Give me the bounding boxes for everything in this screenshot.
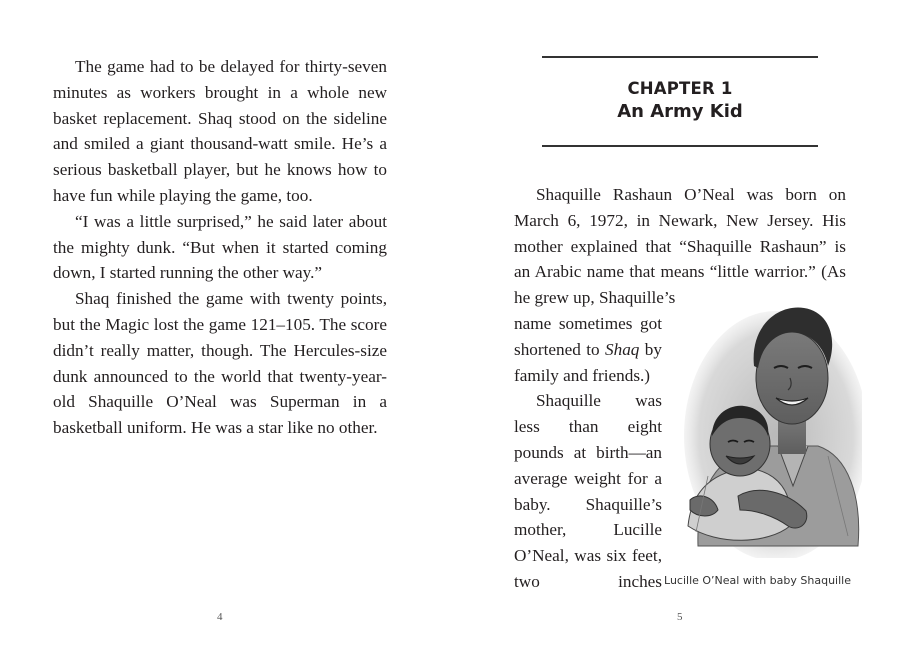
chapter-label: CHAPTER 1	[627, 79, 733, 98]
left-page-text	[53, 54, 387, 441]
text-span: name sometimes got shortened to	[514, 313, 662, 359]
top-rule	[542, 56, 818, 58]
bottom-rule	[542, 145, 818, 147]
paragraph: The game had to be delayed for thirty-seven minutes as workers brought in a whole new basket replacement. Shaq stood on the sideline and smiled a giant thousand-watt smile. He’s a serious basketball player, but he knows how to have fun while playing the game, too.	[53, 57, 387, 205]
paragraph: Shaquille Rashaun O’Neal was born on March 6, 1972, in Newark, New Jersey. His mother explained that “Shaquille Rashaun” is an Arabic name that means “little warrior.” (As	[514, 185, 846, 282]
paragraph	[514, 311, 662, 388]
chapter-title: An Army Kid	[617, 101, 743, 122]
figure-caption: Lucille O’Neal with baby Shaquille	[664, 574, 851, 587]
italic-text: Shaq	[605, 339, 640, 359]
illustration-mother-and-baby-icon	[678, 296, 862, 558]
narrow-column	[514, 311, 662, 595]
paragraph-line: he grew up, Shaquille’s	[514, 288, 676, 308]
paragraph: “I was a little surprised,” he said later about the mighty dunk. “But when it started coming down, I started running the other way.”	[53, 211, 387, 283]
right-page	[450, 0, 900, 654]
chapter-heading	[542, 55, 818, 147]
text-span: by family and friends.)	[514, 339, 662, 385]
paragraph: Shaquille was less than eight pounds at birth—an average weight for a baby. Shaquille’s mother, Lucille O’Neal, was six feet, two inches	[514, 391, 662, 591]
page-number-right: 5	[677, 611, 683, 623]
page-number-left: 4	[217, 611, 223, 623]
paragraph: Shaq finished the game with twenty points, but the Magic lost the game 121–105. The score didn’t really matter, though. The Hercules-size dunk announced to the world that twenty-year-old Shaquille O’Neal was Superman in a basketball uniform. He was a star like no other.	[53, 289, 387, 438]
